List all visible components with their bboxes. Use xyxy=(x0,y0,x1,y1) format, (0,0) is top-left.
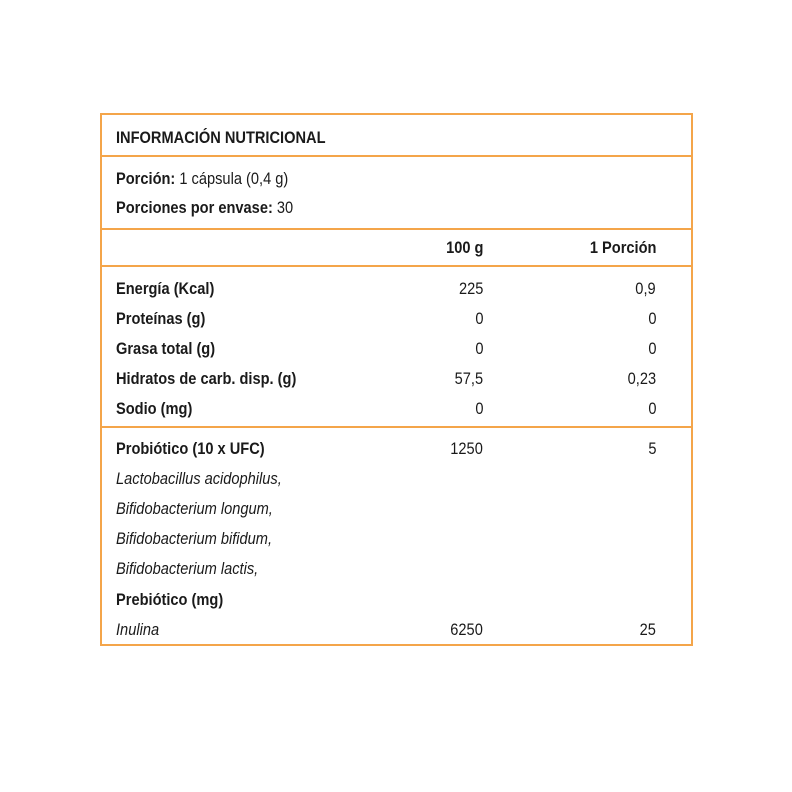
probiotic-100g: 1250 xyxy=(450,439,483,458)
nutrient-100g-sodium: 0 xyxy=(474,399,483,418)
nutrient-label-fat: Grasa total (g) xyxy=(116,339,216,358)
divider-title xyxy=(102,155,691,157)
probiotic-strain: Lactobacillus acidophilus, xyxy=(116,469,282,488)
probiotic-strain: Bifidobacterium bifidum, xyxy=(116,529,273,548)
servings-label: Porciones por envase: xyxy=(116,198,273,217)
nutrient-portion-energy: 0,9 xyxy=(635,279,656,298)
nutrient-100g-protein: 0 xyxy=(474,309,483,328)
divider-nutrients xyxy=(102,426,691,428)
servings-row xyxy=(116,198,293,218)
prebiotic-portion: 25 xyxy=(639,620,656,639)
nutrient-portion-protein: 0 xyxy=(647,309,656,328)
nutrient-portion-carbs: 0,23 xyxy=(627,369,656,388)
portion-row xyxy=(116,169,288,189)
probiotic-strain: Bifidobacterium longum, xyxy=(116,499,273,518)
nutrient-100g-fat: 0 xyxy=(474,339,483,358)
portion-label: Porción: xyxy=(116,169,176,188)
probiotic-portion: 5 xyxy=(647,439,656,458)
nutrient-100g-carbs: 57,5 xyxy=(454,369,483,388)
nutrient-label-carbs: Hidratos de carb. disp. (g) xyxy=(116,369,297,388)
nutrient-label-protein: Proteínas (g) xyxy=(116,309,206,328)
divider-serving xyxy=(102,228,691,230)
nutrient-100g-energy: 225 xyxy=(458,279,483,298)
probiotic-label: Probiótico (10 x UFC) xyxy=(116,439,265,458)
portion-value: 1 cápsula (0,4 g) xyxy=(175,169,289,188)
nutrition-title: INFORMACIÓN NUTRICIONAL xyxy=(116,128,326,147)
servings-value: 30 xyxy=(272,198,294,217)
column-header-100g: 100 g xyxy=(445,238,483,257)
column-header-portion: 1 Porción xyxy=(589,238,656,257)
nutrient-portion-fat: 0 xyxy=(647,339,656,358)
prebiotic-label: Prebiótico (mg) xyxy=(116,590,224,609)
nutrient-portion-sodium: 0 xyxy=(647,399,656,418)
prebiotic-ingredient: Inulina xyxy=(116,620,160,639)
prebiotic-100g: 6250 xyxy=(450,620,483,639)
nutrient-label-energy: Energía (Kcal) xyxy=(116,279,215,298)
nutrient-label-sodium: Sodio (mg) xyxy=(116,399,193,418)
nutrition-facts-panel xyxy=(100,113,693,646)
divider-headers xyxy=(102,265,691,267)
probiotic-strain: Bifidobacterium lactis, xyxy=(116,559,259,578)
